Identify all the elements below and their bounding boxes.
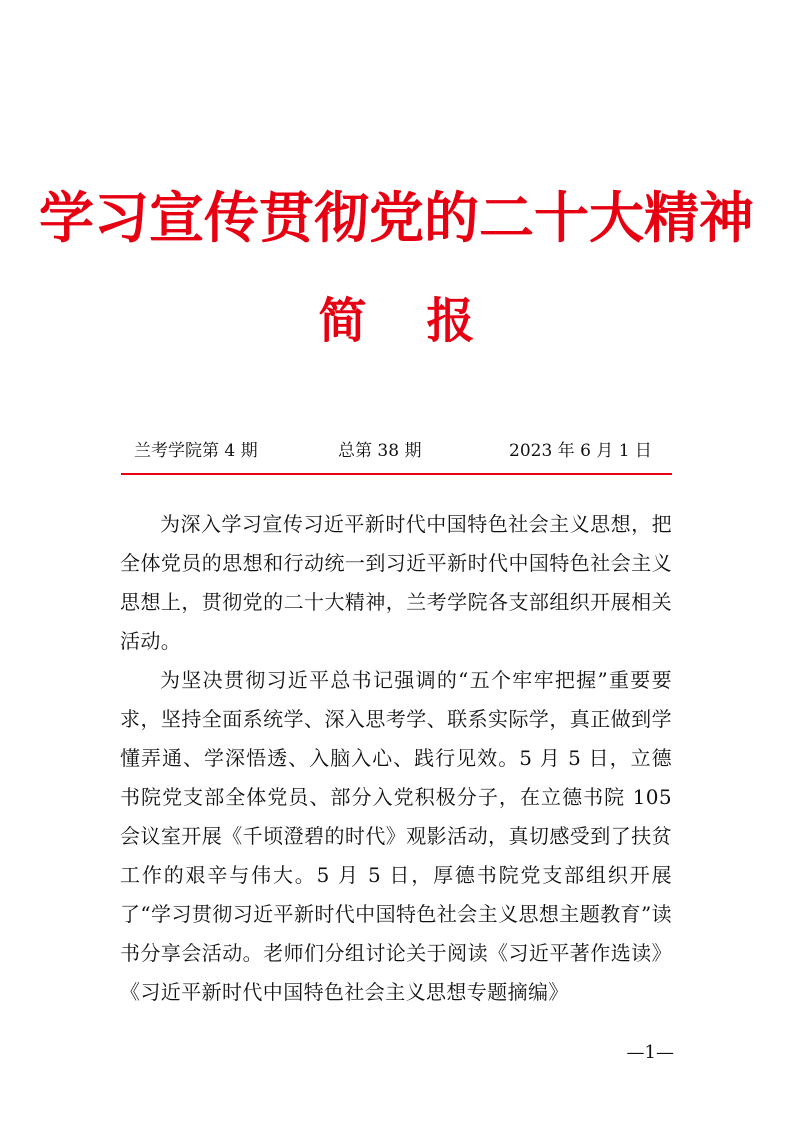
- masthead-subtitle: 简报: [318, 293, 535, 349]
- issue-number: 兰考学院第 4 期: [134, 441, 258, 461]
- page-number: —1—: [626, 1042, 674, 1063]
- body-text: [120, 505, 672, 1012]
- total-issue-number: 总第 38 期: [338, 441, 422, 461]
- masthead-title: 学习宣传贯彻党的二十大精神: [38, 185, 754, 250]
- red-divider: [121, 473, 672, 475]
- paragraph-activities: 为坚决贯彻习近平总书记强调的“五个牢牢把握”重要要求，坚持全面系统学、深入思考学、联系实际学，真正做到学懂弄通、学深悟透、入脑入心、践行见效。5 月 5 日，立德书院党支部全体党员、部分入党积极分子，在立德书院 105 会议室开展《千顷澄碧的时代》观影活动，真切感受到了扶贫工作的艰辛与伟大。5 月 5 日，厚德书院党支部组织开展了“学习贯彻习近平新时代中国特色社会主义思想主题教育”读书分享会活动。老师们分组讨论关于阅读《习近平著作选读》《习近平新时代中国特色社会主义思想专题摘编》: [120, 668, 672, 1004]
- issue-date: 2023 年 6 月 1 日: [509, 441, 652, 461]
- paragraph-intro: 为深入学习宣传习近平新时代中国特色社会主义思想，把全体党员的思想和行动统一到习近平新时代中国特色社会主义思想上，贯彻党的二十大精神，兰考学院各支部组织开展相关活动。: [120, 512, 672, 653]
